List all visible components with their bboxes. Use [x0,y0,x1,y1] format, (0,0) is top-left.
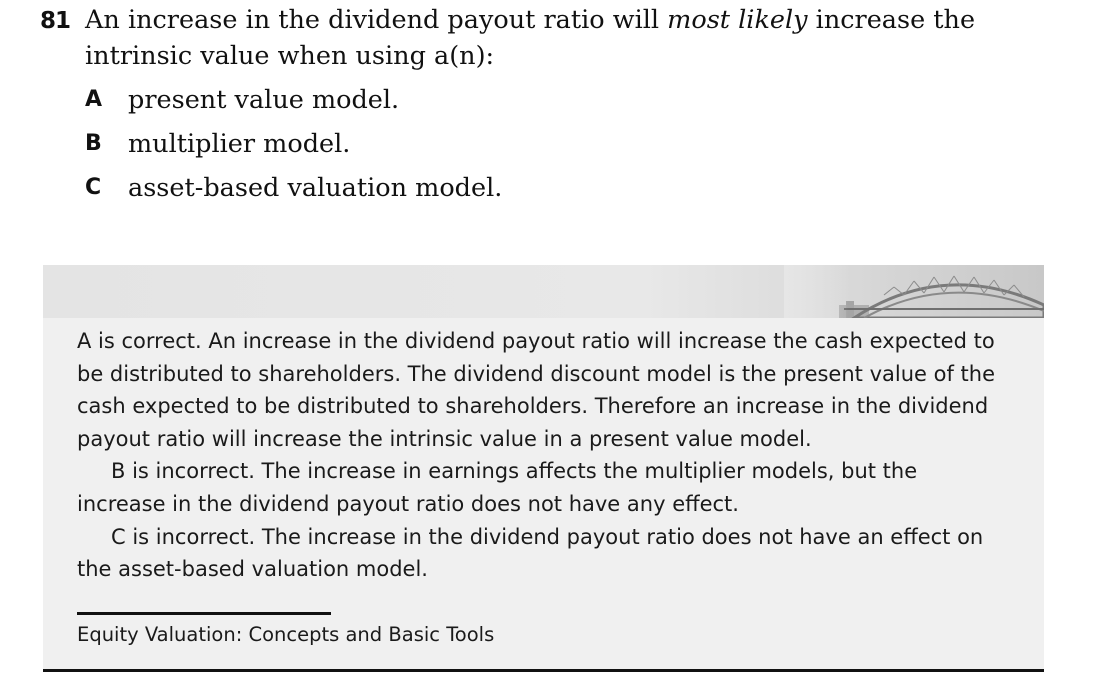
question-number: 81 [40,8,71,34]
source-reference: Equity Valuation: Concepts and Basic Tools [77,623,495,646]
bottom-divider [43,669,1044,672]
stem-emphasis-likely: likely [738,5,808,35]
option-text: multiplier model. [128,129,351,159]
answer-banner [43,265,1044,318]
explanation-b: B is incorrect. The increase in earnings affects the multiplier models, but the increase in the dividend payout ratio does not have any effect. [77,459,918,516]
option-letter: C [85,175,102,200]
source-divider [77,612,331,615]
option-letter: B [85,131,102,156]
stem-text-start: An increase in the dividend payout ratio will [85,5,668,35]
stem-emphasis-most: most [667,5,731,35]
answer-explanation [77,325,1012,586]
option-letter: A [85,87,103,112]
explanation-c: C is incorrect. The increase in the dividend payout ratio does not have an effect on the asset-based valuation model. [77,524,984,582]
question-stem [85,2,1045,74]
option-text: asset-based valuation model. [128,173,503,203]
stem-text-end: increase the intrinsic value when using a(n): [85,5,976,71]
answer-box [43,265,1044,670]
option-text: present value model. [128,85,400,115]
explanation-a: A is correct. An increase in the dividend payout ratio will increase the cash expected to be distributed to shareholders. The dividend discount model is the present value of the cash expected to be distributed to shareholders. Therefore an increase in the dividend payout ratio will increase the intrinsic value in a present value model. [77,329,995,451]
harbour-bridge-image [784,265,1044,318]
